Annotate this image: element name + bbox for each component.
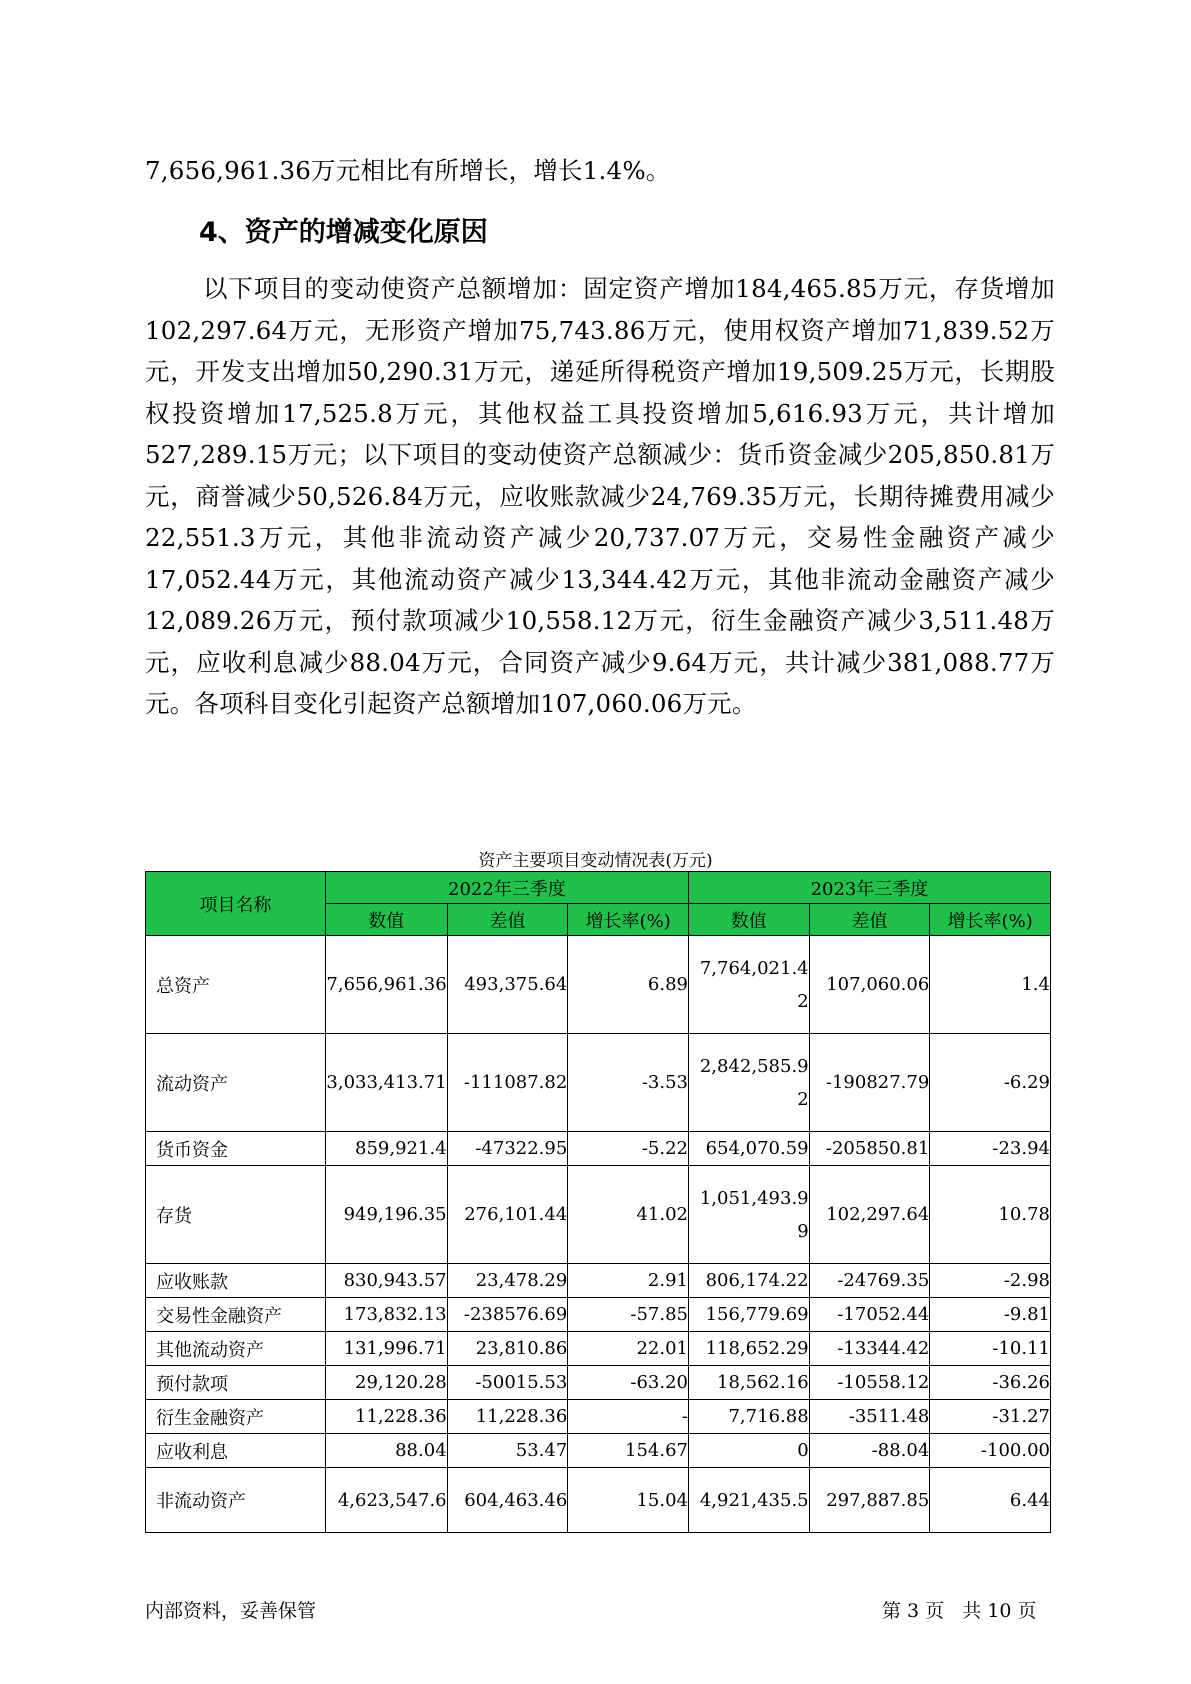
cell-v23: 118,652.29 <box>688 1332 809 1366</box>
cell-r23: 1.4 <box>930 936 1051 1034</box>
cell-d22: -50015.53 <box>447 1366 568 1400</box>
section-heading: 4、资产的增减变化原因 <box>199 217 488 248</box>
cell-r23: -9.81 <box>930 1298 1051 1332</box>
header-diff-2022: 差值 <box>447 904 568 936</box>
cell-r23: -36.26 <box>930 1366 1051 1400</box>
cell-v22: 173,832.13 <box>325 1298 447 1332</box>
cell-v23: 0 <box>688 1434 809 1468</box>
cell-v22: 7,656,961.36 <box>325 936 447 1034</box>
cell-v23: 4,921,435.5 <box>688 1468 809 1533</box>
table-row <box>146 1434 1051 1468</box>
table-row <box>146 1264 1051 1298</box>
cell-v22: 859,921.4 <box>325 1132 447 1166</box>
header-value-2023: 数值 <box>688 904 809 936</box>
cell-d23: 107,060.06 <box>809 936 930 1034</box>
cell-v23: 2,842,585.92 <box>688 1034 809 1132</box>
cell-d23: 102,297.64 <box>809 1166 930 1264</box>
cell-r23: -2.98 <box>930 1264 1051 1298</box>
row-label: 非流动资产 <box>146 1468 326 1533</box>
header-rate-2023: 增长率(%) <box>930 904 1051 936</box>
cell-v23: 7,716.88 <box>688 1400 809 1434</box>
header-diff-2023: 差值 <box>809 904 930 936</box>
row-label: 其他流动资产 <box>146 1332 326 1366</box>
header-item-name: 项目名称 <box>146 872 326 936</box>
row-label: 流动资产 <box>146 1034 326 1132</box>
cell-r23: 10.78 <box>930 1166 1051 1264</box>
table-row <box>146 936 1051 1034</box>
cell-d23: -3511.48 <box>809 1400 930 1434</box>
cell-v22: 88.04 <box>325 1434 447 1468</box>
cell-r22: 2.91 <box>568 1264 689 1298</box>
cell-r22: 41.02 <box>568 1166 689 1264</box>
intro-line: 7,656,961.36万元相比有所增长，增长1.4%。 <box>145 156 671 185</box>
table-row <box>146 1332 1051 1366</box>
row-label: 交易性金融资产 <box>146 1298 326 1332</box>
cell-d23: -17052.44 <box>809 1298 930 1332</box>
cell-d23: -24769.35 <box>809 1264 930 1298</box>
row-label: 应收利息 <box>146 1434 326 1468</box>
row-label: 存货 <box>146 1166 326 1264</box>
table-row <box>146 1400 1051 1434</box>
cell-v23: 806,174.22 <box>688 1264 809 1298</box>
row-label: 衍生金融资产 <box>146 1400 326 1434</box>
body-paragraph: 以下项目的变动使资产总额增加：固定资产增加184,465.85万元，存货增加102,297.64万元，无形资产增加75,743.86万元，使用权资产增加71,839.52万元，开发支出增加50,290.31万元，递延所得税资产增加19,509.25万元，长期股权投资增加17,525.8万元，其他权益工具投资增加5,616.93万元，共计增加527,289.15万元；以下项目的变动使资产总额减少：货币资金减少205,850.81万元，商誉减少50,526.84万元，应收账款减少24,769.35万元，长期待摊费用减少22,551.3万元，其他非流动资产减少20,737.07万元，交易性金融资产减少17,052.44万元，其他流动资产减少13,344.42万元，其他非流动金融资产减少12,089.26万元，预付款项减少10,558.12万元，衍生金融资产减少3,511.48万元，应收利息减少88.04万元，合同资产减少9.64万元，共计减少381,088.77万元。各项科目变化引起资产总额增加107,060.06万元。 <box>145 274 1055 718</box>
cell-r23: 6.44 <box>930 1468 1051 1533</box>
cell-v23: 654,070.59 <box>688 1132 809 1166</box>
row-label: 货币资金 <box>146 1132 326 1166</box>
table-caption: 资产主要项目变动情况表(万元) <box>478 851 713 871</box>
cell-r22: 22.01 <box>568 1332 689 1366</box>
cell-d23: -88.04 <box>809 1434 930 1468</box>
cell-d23: -10558.12 <box>809 1366 930 1400</box>
row-label: 预付款项 <box>146 1366 326 1400</box>
cell-v22: 3,033,413.71 <box>325 1034 447 1132</box>
table-row <box>146 1468 1051 1533</box>
cell-d23: -13344.42 <box>809 1332 930 1366</box>
table-row <box>146 1166 1051 1264</box>
cell-r22: -5.22 <box>568 1132 689 1166</box>
cell-d23: -205850.81 <box>809 1132 930 1166</box>
cell-v22: 11,228.36 <box>325 1400 447 1434</box>
cell-d22: -111087.82 <box>447 1034 568 1132</box>
cell-d22: 276,101.44 <box>447 1166 568 1264</box>
cell-d22: 23,478.29 <box>447 1264 568 1298</box>
header-value-2022: 数值 <box>325 904 447 936</box>
cell-v22: 131,996.71 <box>325 1332 447 1366</box>
cell-r23: -6.29 <box>930 1034 1051 1132</box>
cell-v23: 156,779.69 <box>688 1298 809 1332</box>
cell-d22: -47322.95 <box>447 1132 568 1166</box>
cell-v22: 4,623,547.6 <box>325 1468 447 1533</box>
cell-r22: 15.04 <box>568 1468 689 1533</box>
header-rate-2022: 增长率(%) <box>568 904 689 936</box>
cell-v23: 1,051,493.99 <box>688 1166 809 1264</box>
cell-v22: 949,196.35 <box>325 1166 447 1264</box>
cell-r23: -23.94 <box>930 1132 1051 1166</box>
cell-d23: -190827.79 <box>809 1034 930 1132</box>
cell-d22: -238576.69 <box>447 1298 568 1332</box>
asset-change-table <box>145 871 1051 1533</box>
table-row <box>146 1366 1051 1400</box>
table-row <box>146 1034 1051 1132</box>
cell-r22: -57.85 <box>568 1298 689 1332</box>
cell-d22: 23,810.86 <box>447 1332 568 1366</box>
table-row <box>146 1132 1051 1166</box>
table-row <box>146 1298 1051 1332</box>
cell-r22: -3.53 <box>568 1034 689 1132</box>
cell-v23: 18,562.16 <box>688 1366 809 1400</box>
header-period-2023: 2023年三季度 <box>688 872 1050 904</box>
cell-v22: 29,120.28 <box>325 1366 447 1400</box>
row-label: 应收账款 <box>146 1264 326 1298</box>
cell-r22: -63.20 <box>568 1366 689 1400</box>
cell-r23: -10.11 <box>930 1332 1051 1366</box>
cell-r22: 6.89 <box>568 936 689 1034</box>
cell-v23: 7,764,021.42 <box>688 936 809 1034</box>
cell-d22: 493,375.64 <box>447 936 568 1034</box>
cell-d23: 297,887.85 <box>809 1468 930 1533</box>
footer-confidential: 内部资料，妥善保管 <box>145 1600 317 1622</box>
cell-v22: 830,943.57 <box>325 1264 447 1298</box>
cell-r22: - <box>568 1400 689 1434</box>
cell-r23: -31.27 <box>930 1400 1051 1434</box>
cell-d22: 11,228.36 <box>447 1400 568 1434</box>
footer-page-number: 第 3 页 共 10 页 <box>882 1600 1037 1622</box>
cell-d22: 604,463.46 <box>447 1468 568 1533</box>
cell-r22: 154.67 <box>568 1434 689 1468</box>
row-label: 总资产 <box>146 936 326 1034</box>
header-period-2022: 2022年三季度 <box>325 872 688 904</box>
cell-r23: -100.00 <box>930 1434 1051 1468</box>
cell-d22: 53.47 <box>447 1434 568 1468</box>
